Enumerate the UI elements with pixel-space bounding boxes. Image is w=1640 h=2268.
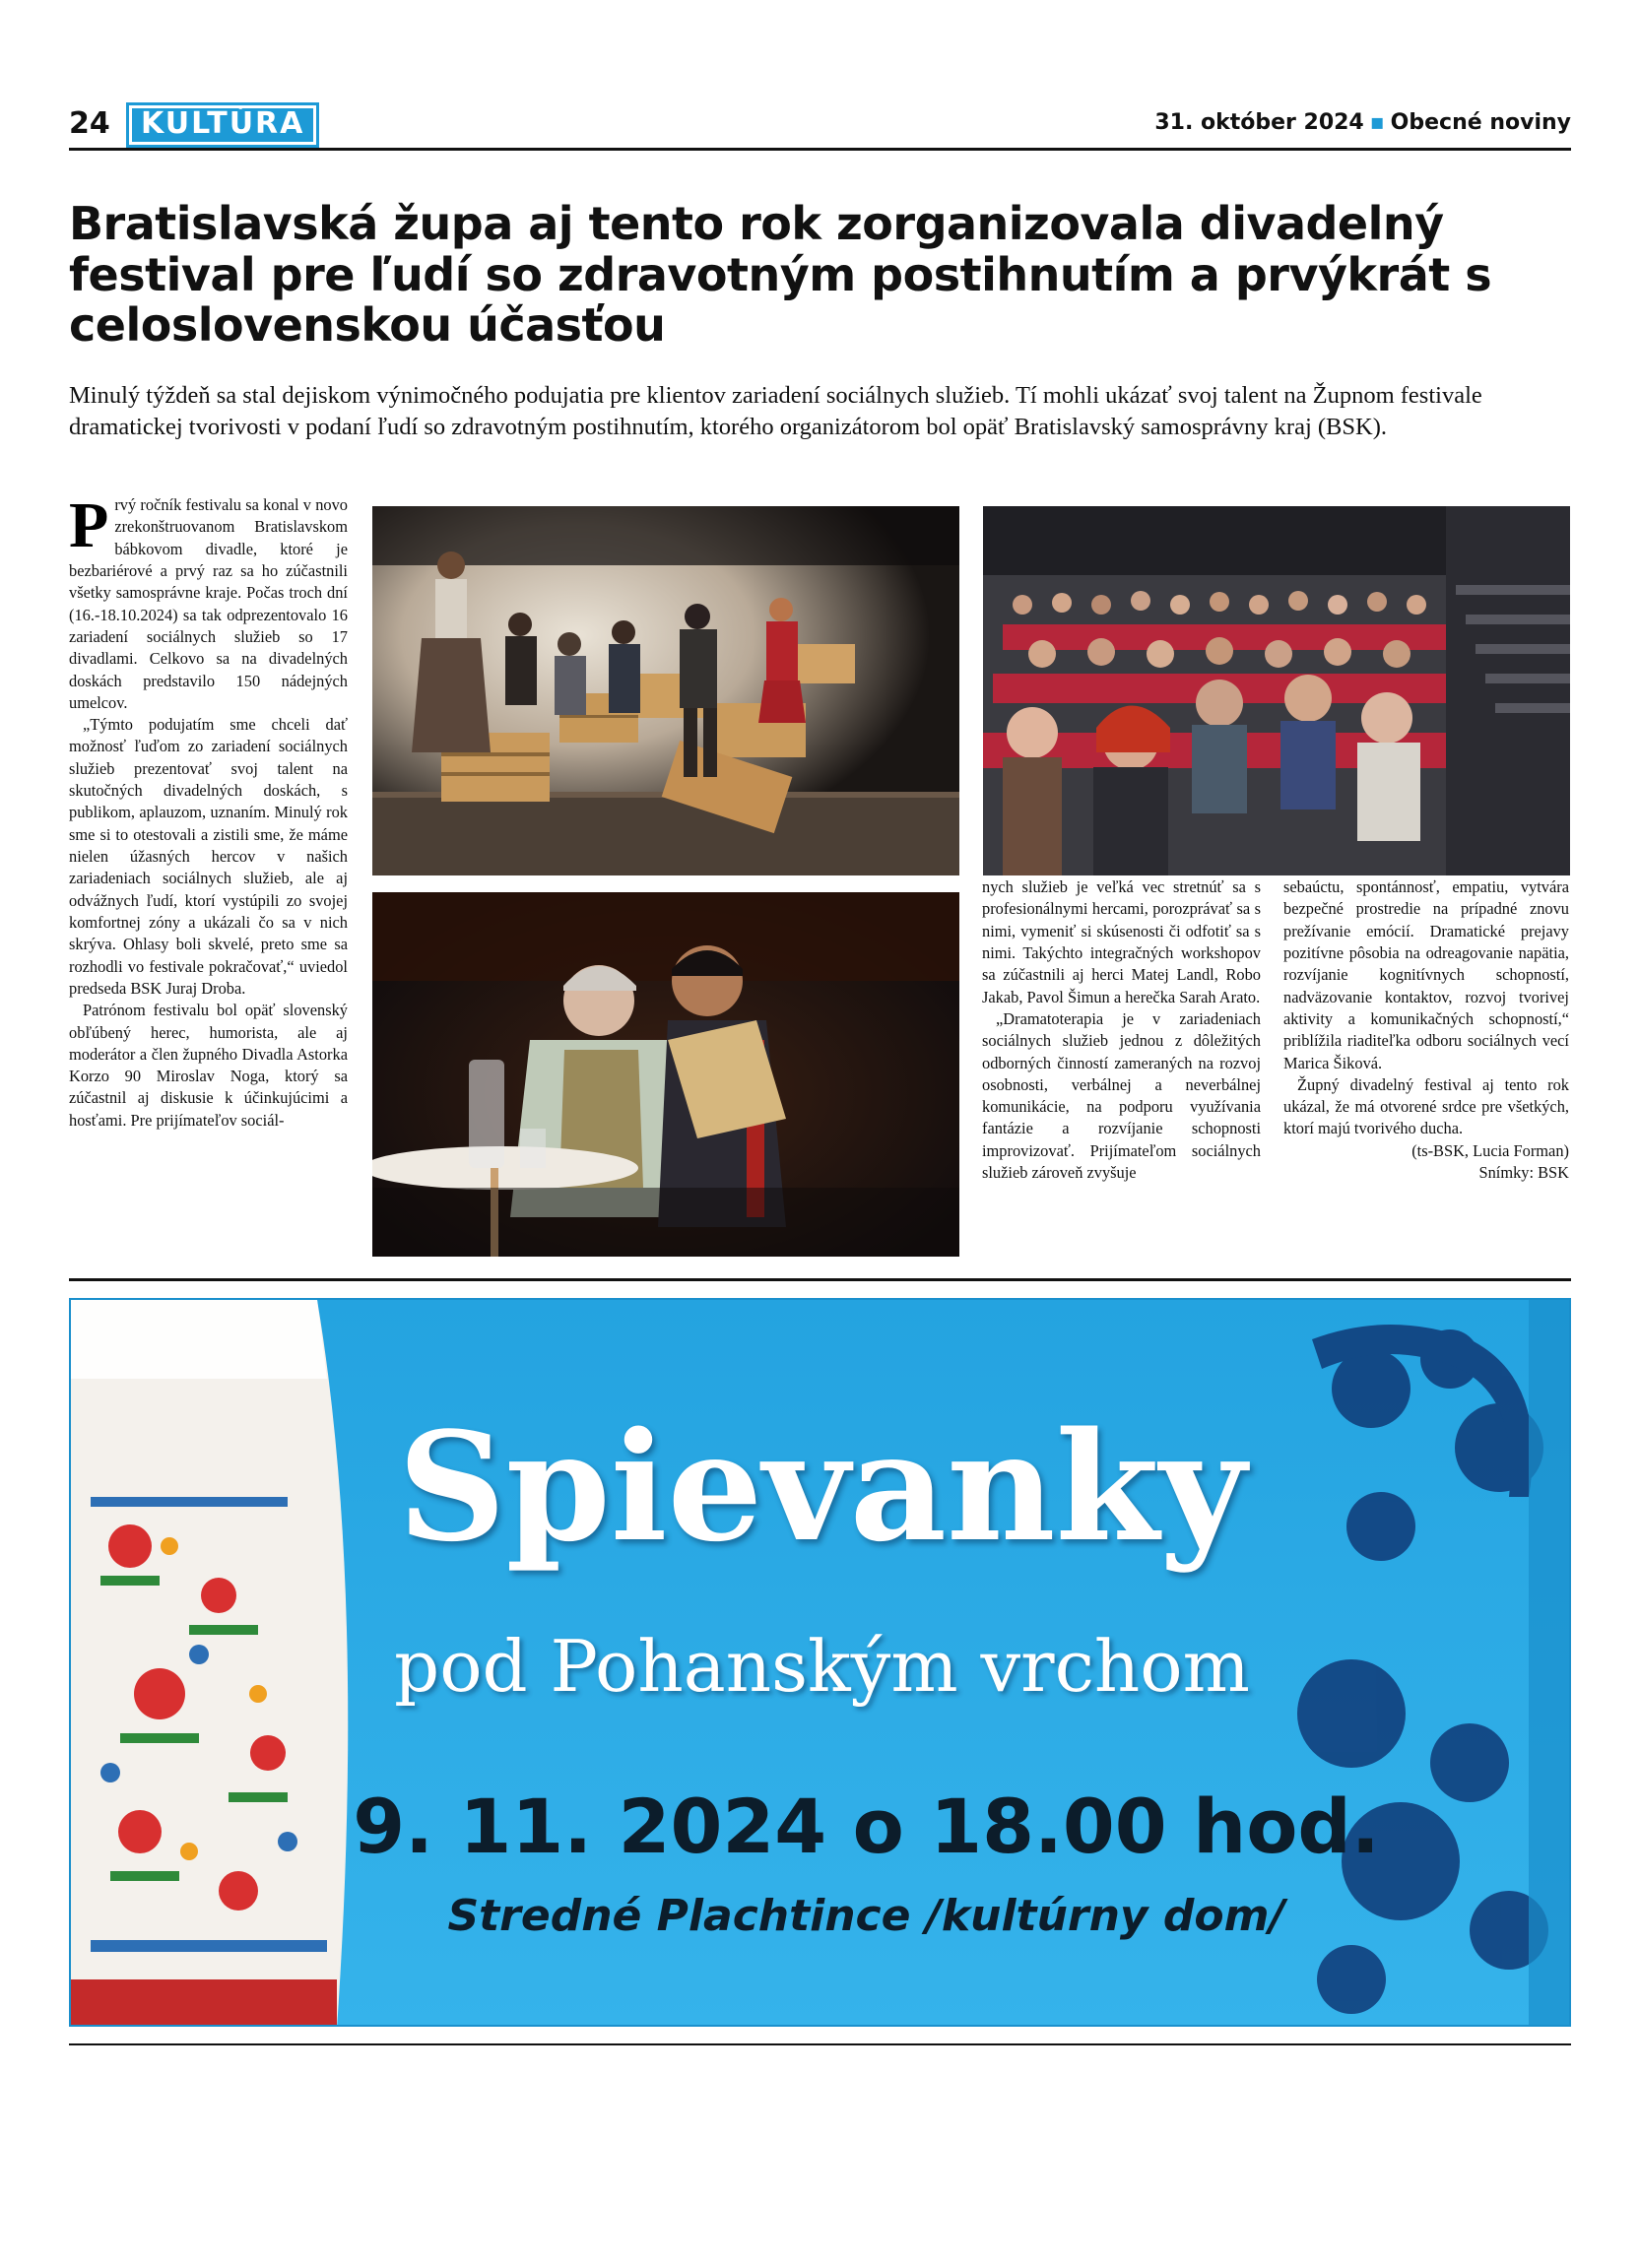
section-label: KULTÚRA: [126, 102, 319, 148]
paragraph: Župný divadelný festival aj tento rok ukázal, že má otvorené srdce pre všetkých, ktorí majú tvorivého ducha.: [1283, 1074, 1569, 1138]
advertisement-banner: [69, 1298, 1571, 2027]
publication-name: Obecné noviny: [1390, 110, 1571, 135]
article-column-2: [982, 876, 1261, 1184]
separator-dot-icon: ▪: [1369, 110, 1385, 135]
paragraph: nych služieb je veľká vec stretnúť sa s profesionálnymi hercami, porozprávať sa s nimi, vymeniť si skúsenosti či odfotiť sa s nimi. Takýchto integračných workshopov sa zúčastnili aj herci Matej Landl, Robo Jakab, Pavol Šimun a herečka Sarah Arato.: [982, 877, 1261, 1006]
header-rule: [69, 148, 1571, 151]
ad-title: Spievanky: [397, 1398, 1247, 1575]
article-lead: Minulý týždeň sa stal dejiskom výnimočného podujatia pre klientov zariadení sociálnych služieb. Tí mohli ukázať svoj talent na Župnom festivale dramatickej tvorivosti v podaní ľudí so zdravotným postihnutím, ktorého organizátorom bol opäť Bratislavský samosprávny kraj (BSK).: [69, 382, 1482, 440]
stage-illustration: [372, 506, 959, 875]
paragraph-text: rvý ročník festivalu sa konal v novo zrekonštruovanom Bratislavskom bábkovom divadle, ktoré je bezbariérové a prvý raz sa ho zúčastnili všetky samosprávne kraje. Počas troch dní (16.-18.10.2024) sa tak odprezentovalo 16 zariadení sociálnych služieb so 17 divadlami. Celkovo sa na divadelných doskách predstavilo 150 nádejných umelcov.: [69, 495, 348, 712]
ad-venue: Stredné Plachtince /kultúrny dom/: [447, 1891, 1285, 1941]
photo-audience: [983, 506, 1570, 875]
paragraph: Patrónom festivalu bol opäť slovenský obľúbený herec, humorista, ale aj moderátor a člen župného Divadla Astorka Korzo 90 Miroslav Noga, ktorý sa zúčastnil aj diskusie k účinkujúcimi a hosťami. Pre prijímateľov sociál-: [69, 1001, 348, 1130]
ad-rule-top: [69, 1278, 1571, 1281]
ad-rule-bottom: [69, 2043, 1571, 2045]
paragraph: sebaúctu, spontánnosť, empatiu, vytvára bezpečné prostredie na prípadné znovu prežívanie emócií. Dramatické prejavy pozitívne pôsobia na odreagovanie napätia, rozvíjanie kognitívnych schopností, nadväzovanie kontaktov, rozvoj tvorivej aktivity a komunikačných schopností,“ priblížila riaditeľka odboru sociálnych vecí Marica Šiková.: [1283, 877, 1569, 1072]
page-number: 24: [69, 106, 110, 141]
drop-cap: P: [69, 489, 109, 561]
ad-subtitle: pod Pohanským vrchom: [394, 1625, 1250, 1708]
article-headline: Bratislavská župa aj tento rok zorganizovala divadelný festival pre ľudí so zdravotným postihnutím a prvýkrát s celoslovenskou účasťou: [69, 197, 1492, 353]
paragraph: [69, 489, 348, 714]
photo-stage-performance: [372, 506, 959, 875]
paragraph: „Týmto podujatím sme chceli dať možnosť ľuďom zo zariadení sociálnych služieb prezentovať svoj talent na skutočných divadelných doskách, s publikom, aplauzom, uznaním. Minulý rok sme si to otestovali a zistili sme, že máme nielen úžasných hercov v našich zariadeniach sociálnych služieb, ale aj odvážnych ľudí, ktorí vystúpili zo svojej komfortnej zóny a ukázali čo sa v nich skrýva. Ohlasy boli skvelé, preto sme sa rozhodli vo festivale pokračovať,“ uviedol predseda BSK Juraj Droba.: [69, 715, 348, 998]
actors-illustration: [372, 892, 959, 1257]
photo-actors-reading: [372, 892, 959, 1257]
issue-date: 31. október 2024: [1154, 110, 1364, 135]
article-column-3: [1283, 876, 1569, 1184]
article-column-1: [69, 489, 348, 1132]
paragraph: „Dramatoterapia je v zariadeniach sociálnych služieb jednou z dôležitých odborných činností zameraných na rozvoj osobnosti, verbálnej a neverbálnej komunikácie, na podporu využívania fantázie a rozvíjanie schopnosti improvizovať. Prijímateľom sociálnych služieb zároveň zvyšuje: [982, 1008, 1261, 1183]
photo-credit: Snímky: BSK: [1478, 1163, 1569, 1183]
issue-info: [1154, 110, 1571, 135]
article-author: (ts-BSK, Lucia Forman): [1411, 1140, 1569, 1160]
audience-illustration: [983, 506, 1570, 875]
ad-datetime: 9. 11. 2024 o 18.00 hod.: [353, 1782, 1380, 1870]
